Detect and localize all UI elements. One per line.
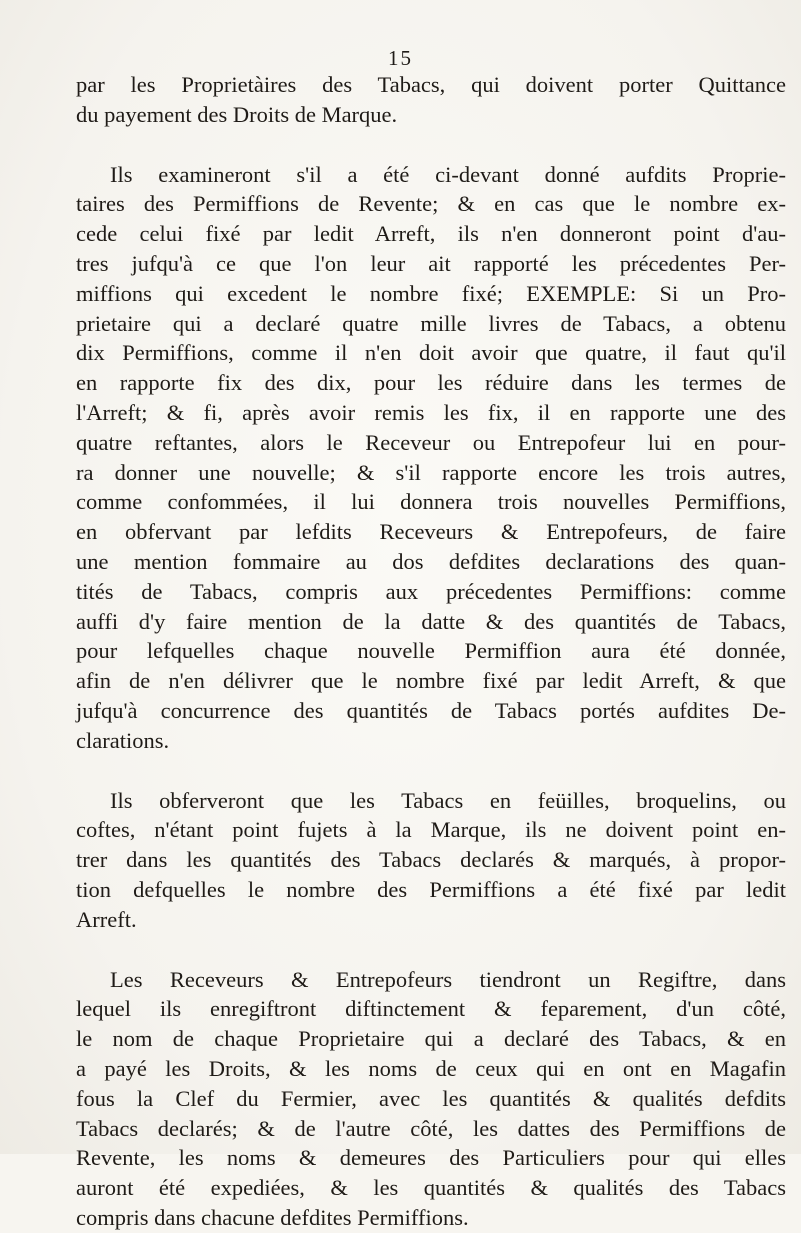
text-line: cede celui fixé par ledit Arreft, ils n'en donneront point d'au- (76, 221, 786, 247)
text-line: du payement des Droits de Marque. (76, 101, 398, 127)
text-line: en rapporte fix des dix, pour les réduire dans les termes de (76, 370, 786, 396)
text-line: en obfervant par lefdits Receveurs & Entrepofeurs, de faire (76, 519, 786, 545)
text-line: auffi d'y faire mention de la datte & des quantités de Tabacs, (76, 608, 786, 634)
text-line: a payé les Droits, & les noms de ceux qui en ont en Magafin (76, 1055, 786, 1081)
text-line: Arreft. (76, 906, 137, 932)
text-line: l'Arreft; & fi, après avoir remis les fix, il en rapporte une des (76, 399, 786, 425)
paragraph-3-cont (76, 815, 786, 934)
text-line: Tabacs declarés; & de l'autre côté, les dattes des Permiffions de (76, 1115, 786, 1141)
text-line: dix Permiffions, comme il n'en doit avoir que quatre, il faut qu'il (76, 340, 786, 366)
text-line: afin de n'en délivrer que le nombre fixé par ledit Arreft, & que (76, 668, 786, 694)
paragraph-2 (110, 160, 786, 190)
text-line: par les Proprietàires des Tabacs, qui doivent porter Quittance (76, 72, 786, 97)
paragraph-3 (110, 786, 786, 816)
text-line: une mention fommaire au dos defdites declarations des quan- (76, 548, 786, 574)
text-line: tités de Tabacs, compris aux précedentes Permiffions: comme (76, 578, 786, 604)
paragraph-2-cont (76, 189, 786, 755)
text-line: fous la Clef du Fermier, avec les quantités & qualités defdits (76, 1085, 786, 1111)
text-line: lequel ils enregiftront diftinctement & feparement, d'un côté, (76, 996, 786, 1022)
text-line: jufqu'à concurrence des quantités de Tabacs portés aufdites De- (76, 697, 786, 723)
text-line: pour lefquelles chaque nouvelle Permiffion aura été donnée, (76, 638, 786, 664)
paragraph-4-cont (76, 994, 786, 1232)
page-number: 15 (388, 46, 413, 70)
text-line: trer dans les quantités des Tabacs declarés & marqués, à propor- (76, 847, 786, 873)
text-line: Ils examineront s'il a été ci-devant donné aufdits Proprie- (110, 161, 786, 187)
text-line: coftes, n'étant point fujets à la Marque, ils ne doivent point en- (76, 817, 786, 843)
text-line: Ils obferveront que les Tabacs en feüilles, broquelins, ou (110, 787, 786, 813)
text-line: compris dans chacune defdites Permiffions. (76, 1204, 469, 1230)
paragraph-4 (110, 965, 786, 995)
text-line: Les Receveurs & Entrepofeurs tiendront un Regiftre, dans (110, 966, 786, 992)
text-line: le nom de chaque Proprietaire qui a declaré des Tabacs, & en (76, 1026, 786, 1052)
text-line: tres jufqu'à ce que l'on leur ait rapporté les précedentes Per- (76, 250, 786, 276)
text-line: quatre reftantes, alors le Receveur ou Entrepofeur lui en pour- (76, 429, 786, 455)
text-line: comme confommées, il lui donnera trois nouvelles Permiffions, (76, 489, 786, 515)
body-text (76, 70, 786, 1233)
text-line: taires des Permiffions de Revente; & en cas que le nombre ex- (76, 191, 786, 217)
text-line: ra donner une nouvelle; & s'il rapporte encore les trois autres, (76, 459, 786, 485)
text-line: clarations. (76, 727, 170, 753)
text-line: auront été expediées, & les quantités & qualités des Tabacs (76, 1175, 786, 1201)
paragraph-1 (76, 70, 786, 130)
text-line: tion defquelles le nombre des Permiffions a été fixé par ledit (76, 876, 786, 902)
text-line: miffions qui excedent le nombre fixé; EXEMPLE: Si un Pro- (76, 280, 786, 306)
text-line: prietaire qui a declaré quatre mille livres de Tabacs, a obtenu (76, 310, 786, 336)
text-line: Revente, les noms & demeures des Particuliers pour qui elles (76, 1145, 786, 1171)
